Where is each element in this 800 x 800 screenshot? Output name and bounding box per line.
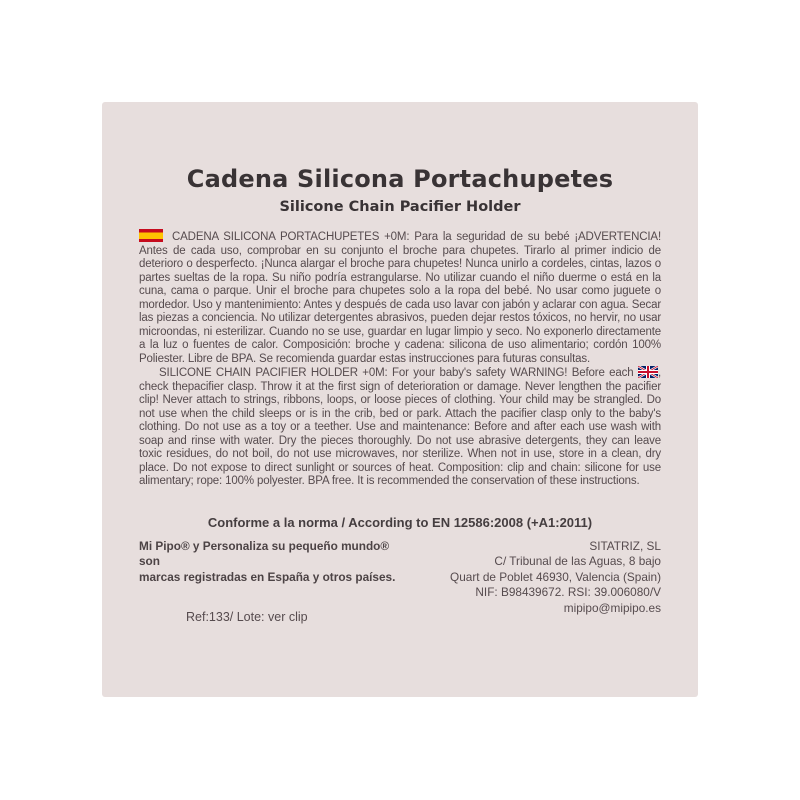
product-title-spanish: Cadena Silicona Portachupetes [186, 165, 614, 193]
ref-lot-line: Ref:133/ Lote: ver clip [186, 610, 308, 624]
english-instructions-text-part2: , check thepacifier clasp. Throw it at the first sign of deterioration or damage. Never lengthen the pacifier clip! Never attach to strings, ribbons, loops, or loose pieces of clothing. Your child may be strangled. Do not use when the child sleeps or is in the crib, bed or park. Attach the pacifier clasp only to the baby's clothing. Do not use as a toy or a teether. Use and maintenance: Before and after each use wash with soap and rinse with water. Dry the pieces thoroughly. Do not use abrasive detergents, they can leave toxic residues, do not boil, do not use microwaves, nor sterilize. When not in use, store in a clean, dry place. Do not expose to direct sunlight or sources of heat. Composition: clip and chain: silicone for use alimentary; rope: 100% polyester. BPA free. It is recommended the conservation of these instructions. [139, 367, 662, 487]
spain-flag-icon [139, 229, 163, 242]
company-info-block [409, 539, 661, 617]
company-email: mipipo@mipipo.es [563, 600, 661, 615]
company-registration: NIF: B98439672. RSI: 39.006080/V [475, 585, 661, 599]
uk-flag-icon [638, 366, 658, 378]
trademark-note-line1: Mi Pipo® y Personaliza su pequeño mundo® son [139, 538, 390, 568]
company-name: SITATRIZ, SL [589, 538, 661, 553]
instructions-block [139, 229, 661, 489]
company-address-line1: C/ Tribunal de las Aguas, 8 bajo [494, 554, 661, 568]
product-label-card [102, 102, 698, 697]
trademark-note-line2: marcas registradas en España y otros países. [139, 569, 396, 584]
spanish-instructions-text: CADENA SILICONA PORTACHUPETES +0M: Para la seguridad de su bebé ¡ADVERTENCIA! Antes de cada uso, comprobar en su conjunto el broche para chupetes. Tirarlo al primer indicio de deterioro o desperfecto. ¡Nunca alargar el broche para chupetes! Nunca unirlo a cordeles, cintas, lazos o partes sueltas de la ropa. Su niño podría estrangularse. No utilizar cuando el niño duerme o está en la cuna, cama o parque. Unir el broche para chupetes solo a la ropa del bebé. No usar como juguete o mordedor. Uso y mantenimiento: Antes y después de cada uso lavar con jabón y aclarar con agua. Secar las piezas a conciencia. No utilizar detergentes abrasivos, pueden dejar restos tóxicos, no hervir, no usar microondas, ni esterilizar. Cuando no se use, guardar en lugar limpio y seco. No exponerlo directamente a la luz o fuentes de calor. Composición: broche y cadena: silicona de uso alimentario; cordón 100% Poliester. Libre de BPA. Se recomienda guardar estas instrucciones para futuras consultas. [139, 231, 661, 365]
product-title-english: Silicone Chain Pacifier Holder [279, 199, 521, 215]
footer-row [139, 539, 661, 626]
english-instructions-paragraph [139, 366, 661, 489]
company-address-line2: Quart de Poblet 46930, Valencia (Spain) [450, 569, 661, 584]
standard-compliance-line: Conforme a la norma / According to EN 12586:2008 (+A1:2011) [207, 514, 593, 530]
spanish-instructions-paragraph [139, 229, 661, 366]
english-instructions-text-part1: SILICONE CHAIN PACIFIER HOLDER +0M: For your baby's safety WARNING! Before each [159, 367, 634, 379]
footer-left-column [139, 539, 409, 626]
